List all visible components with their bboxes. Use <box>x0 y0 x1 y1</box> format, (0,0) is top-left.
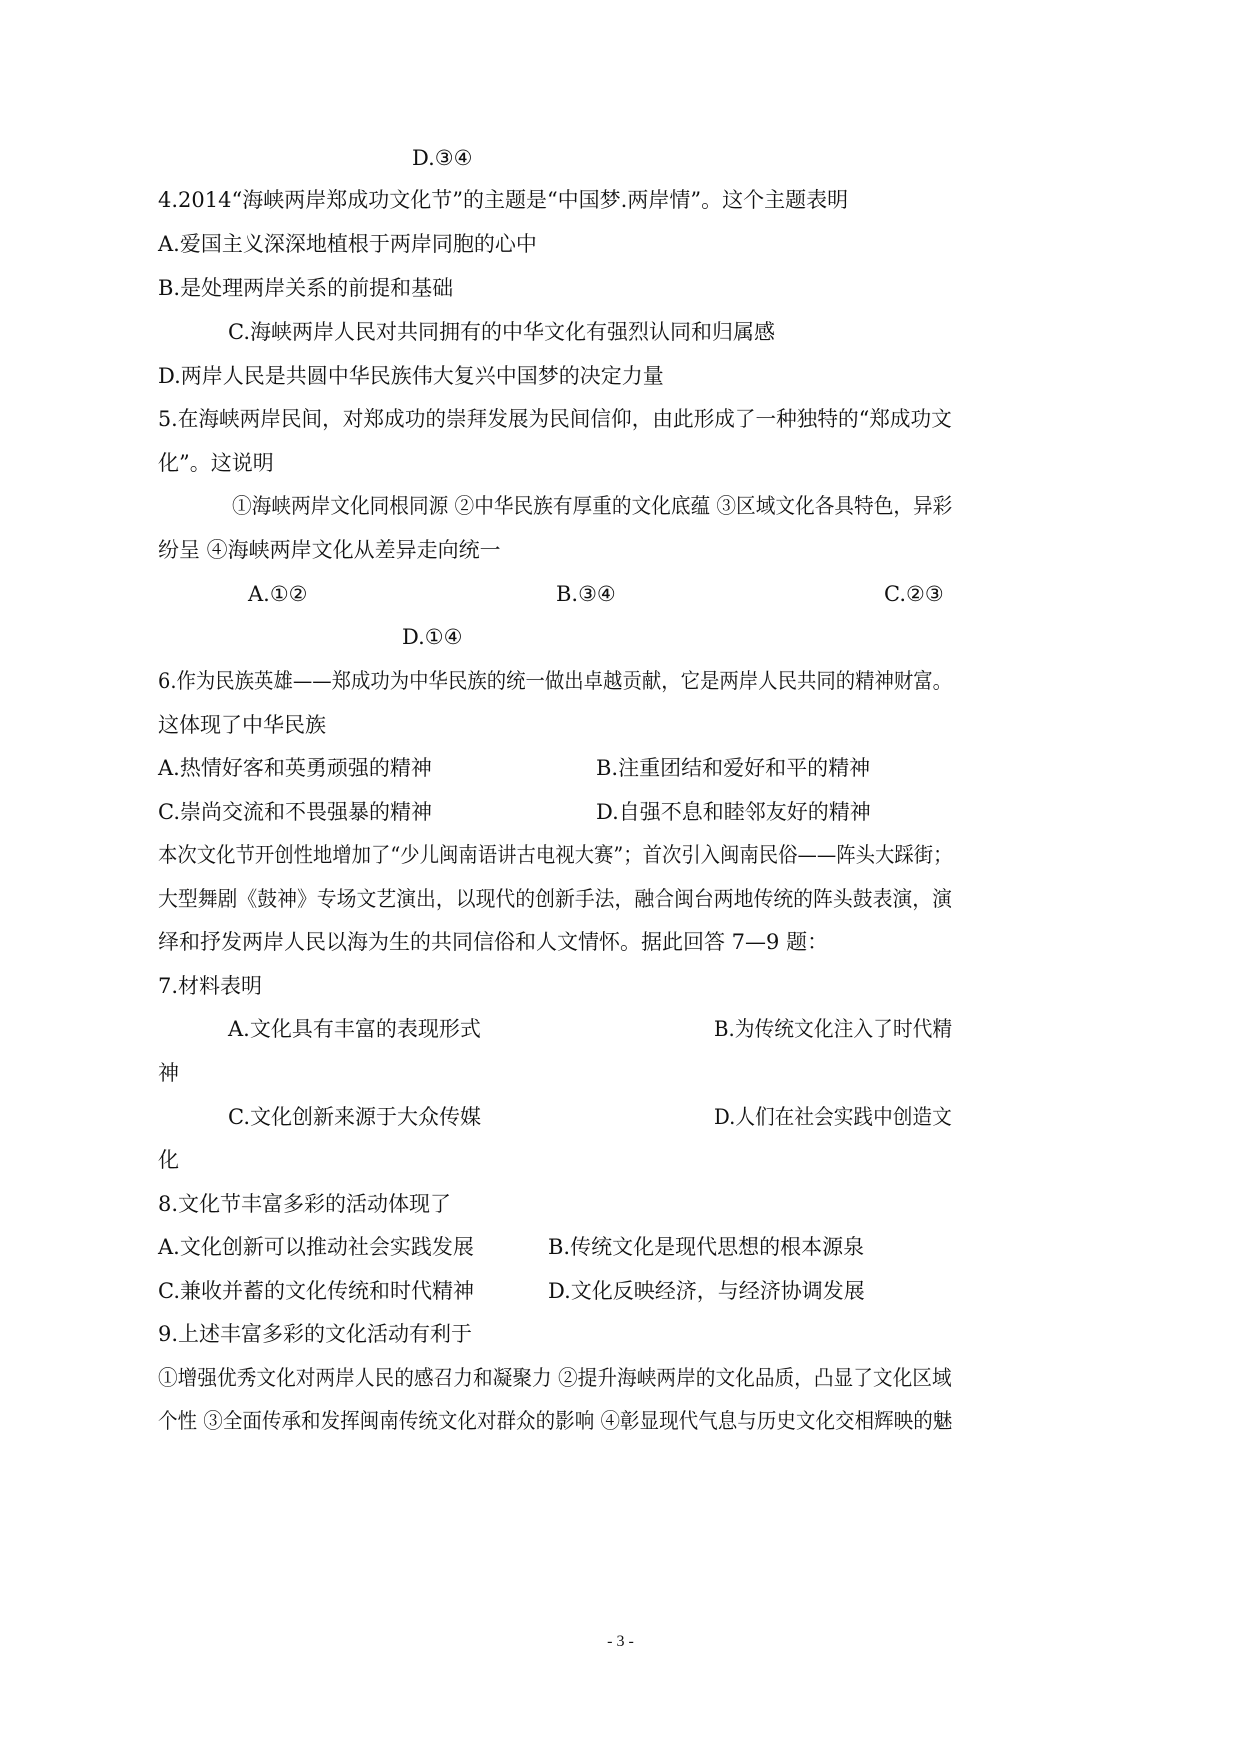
q4-option-d: D.两岸人民是共圆中华民族伟大复兴中国梦的决定力量 <box>158 364 664 388</box>
q8-stem: 8.文化节丰富多彩的活动体现了 <box>158 1192 452 1216</box>
q8-option-b: B.传统文化是现代思想的根本源泉 <box>548 1235 865 1259</box>
material-line1: 本次文化节开创性地增加了“少儿闽南语讲古电视大赛”；首次引入闽南民俗——阵头大踩街； <box>158 843 953 867</box>
q4-option-c: C.海峡两岸人民对共同拥有的中华文化有强烈认同和归属感 <box>228 320 775 344</box>
q9-items-line2: 个性 ③全面传承和发挥闽南传统文化对群众的影响 ④彰显现代气息与历史文化交相辉映的魅 <box>158 1409 953 1433</box>
q7-option-c: C.文化创新来源于大众传媒 <box>228 1105 481 1129</box>
q3-option-d: D.③④ <box>412 146 473 170</box>
q6-stem-line1: 6.作为民族英雄——郑成功为中华民族的统一做出卓越贡献，它是两岸人民共同的精神财富。 <box>158 669 953 693</box>
material-line2: 大型舞剧《鼓神》专场文艺演出，以现代的创新手法，融合闽台两地传统的阵头鼓表演，演 <box>158 887 952 911</box>
q6-option-c: C.崇尚交流和不畏强暴的精神 <box>158 800 432 824</box>
q5-option-c: C.②③ <box>884 582 944 606</box>
material-line3: 绎和抒发两岸人民以海为生的共同信俗和人文情怀。据此回答 7—9 题： <box>158 930 829 954</box>
q8-option-a: A.文化创新可以推动社会实践发展 <box>158 1235 474 1259</box>
q4-stem: 4.2014“海峡两岸郑成功文化节”的主题是“中国梦.两岸情”。这个主题表明 <box>158 188 849 212</box>
q7-option-d-continued: 化 <box>158 1148 179 1172</box>
q6-stem-line2: 这体现了中华民族 <box>158 713 326 737</box>
q8-option-d: D.文化反映经济，与经济协调发展 <box>548 1279 865 1303</box>
page-number: - 3 - <box>607 1633 634 1650</box>
q5-option-a: A.①② <box>248 582 308 606</box>
q6-option-a: A.热情好客和英勇顽强的精神 <box>158 756 432 780</box>
q7-option-b: B.为传统文化注入了时代精 <box>714 1017 953 1041</box>
q5-option-d: D.①④ <box>402 625 463 649</box>
q4-option-a: A.爱国主义深深地植根于两岸同胞的心中 <box>158 232 537 256</box>
q5-option-b: B.③④ <box>556 582 616 606</box>
q5-stem-line1: 5.在海峡两岸民间，对郑成功的崇拜发展为民间信仰，由此形成了一种独特的“郑成功文 <box>158 407 952 431</box>
q9-stem: 9.上述丰富多彩的文化活动有利于 <box>158 1322 473 1346</box>
q7-option-d: D.人们在社会实践中创造文 <box>714 1105 952 1129</box>
q7-option-a: A.文化具有丰富的表现形式 <box>228 1017 481 1041</box>
q9-items-line1: ①增强优秀文化对两岸人民的感召力和凝聚力 ②提升海峡两岸的文化品质，凸显了文化区域 <box>158 1366 952 1390</box>
q7-option-b-continued: 神 <box>158 1061 179 1085</box>
q5-stem-line2: 化”。这说明 <box>158 451 274 475</box>
q8-option-c: C.兼收并蓄的文化传统和时代精神 <box>158 1279 474 1303</box>
q6-option-d: D.自强不息和睦邻友好的精神 <box>596 800 871 824</box>
q7-stem: 7.材料表明 <box>158 974 263 998</box>
q4-option-b: B.是处理两岸关系的前提和基础 <box>158 276 454 300</box>
q5-items-line2: 纷呈 ④海峡两岸文化从差异走向统一 <box>158 538 501 562</box>
q5-items-line1: ①海峡两岸文化同根同源 ②中华民族有厚重的文化底蕴 ③区域文化各具特色，异彩 <box>232 494 953 518</box>
q6-option-b: B.注重团结和爱好和平的精神 <box>596 756 871 780</box>
